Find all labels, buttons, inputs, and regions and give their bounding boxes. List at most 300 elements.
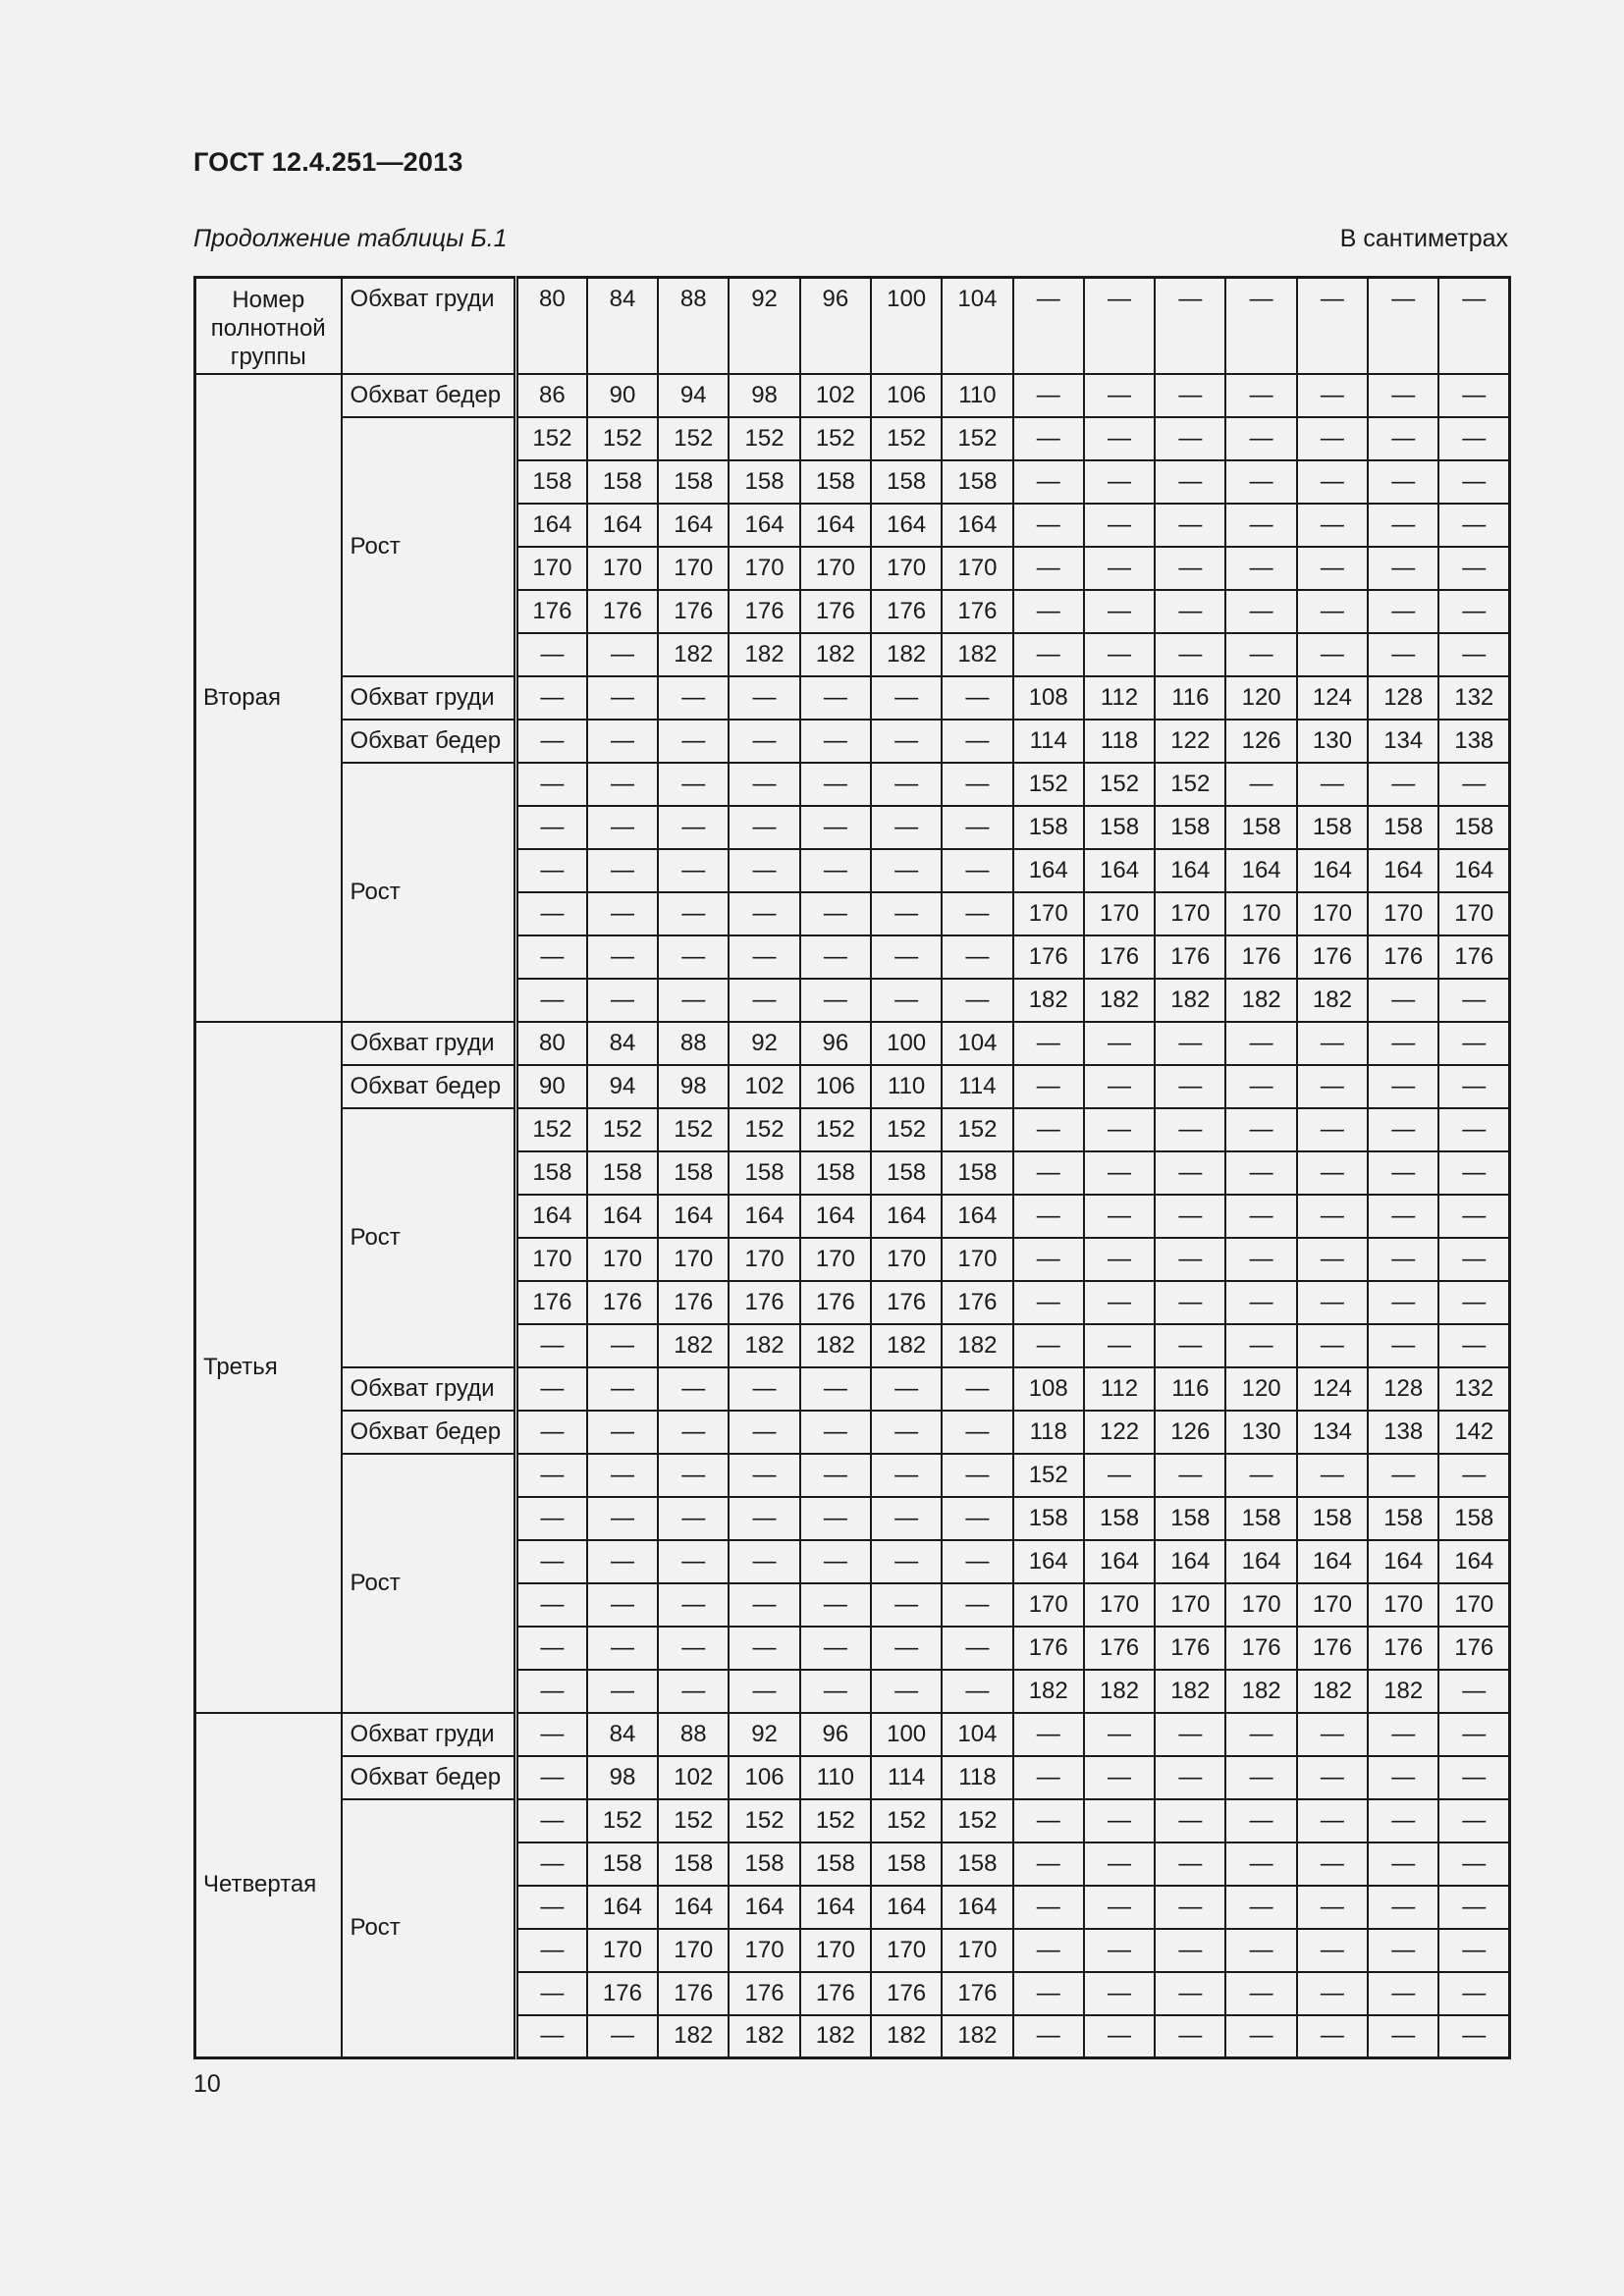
value-cell: — bbox=[942, 935, 1012, 979]
value-cell: 152 bbox=[516, 417, 587, 460]
parameter-cell: Обхват груди bbox=[342, 1022, 516, 1065]
value-cell: 98 bbox=[587, 1756, 658, 1799]
value-cell: — bbox=[729, 676, 799, 720]
value-cell: — bbox=[1438, 1281, 1509, 1324]
table-row bbox=[195, 1713, 1510, 1756]
value-cell: — bbox=[1368, 1886, 1438, 1929]
value-cell: 176 bbox=[1368, 1627, 1438, 1670]
value-cell: 152 bbox=[942, 1799, 1012, 1842]
value-cell: 182 bbox=[1368, 1670, 1438, 1713]
value-cell: 106 bbox=[729, 1756, 799, 1799]
value-cell: 152 bbox=[1013, 763, 1084, 806]
value-cell: — bbox=[1155, 1756, 1225, 1799]
value-cell: — bbox=[1438, 590, 1509, 633]
value-cell: — bbox=[1368, 460, 1438, 504]
value-cell: — bbox=[658, 849, 729, 892]
value-cell: — bbox=[1013, 1799, 1084, 1842]
parameter-cell: Обхват груди bbox=[342, 676, 516, 720]
value-cell: — bbox=[942, 763, 1012, 806]
value-cell: 138 bbox=[1438, 720, 1509, 763]
value-cell: 182 bbox=[1013, 1670, 1084, 1713]
parameter-cell: Обхват бедер bbox=[342, 720, 516, 763]
value-cell: 176 bbox=[516, 1281, 587, 1324]
value-cell: — bbox=[1225, 1281, 1296, 1324]
value-cell: 164 bbox=[1013, 849, 1084, 892]
value-cell: — bbox=[1013, 417, 1084, 460]
value-cell: 182 bbox=[942, 1324, 1012, 1367]
value-cell: — bbox=[1225, 1842, 1296, 1886]
value-cell: — bbox=[1084, 1842, 1155, 1886]
value-cell: — bbox=[800, 1367, 871, 1411]
value-cell: 88 bbox=[658, 1022, 729, 1065]
value-cell: — bbox=[1225, 1151, 1296, 1195]
value-cell: 170 bbox=[1155, 1583, 1225, 1627]
value-cell: — bbox=[1013, 1281, 1084, 1324]
value-cell: — bbox=[516, 2015, 587, 2058]
value-cell: 110 bbox=[942, 374, 1012, 417]
value-cell: 164 bbox=[1368, 849, 1438, 892]
value-cell: 164 bbox=[871, 1886, 942, 1929]
value-cell: 164 bbox=[516, 1195, 587, 1238]
value-cell: 158 bbox=[1084, 806, 1155, 849]
value-cell: 134 bbox=[1368, 720, 1438, 763]
value-cell: 152 bbox=[729, 1799, 799, 1842]
value-cell: 164 bbox=[658, 1195, 729, 1238]
value-cell: — bbox=[1013, 590, 1084, 633]
value-cell: 164 bbox=[729, 504, 799, 547]
value-cell: 176 bbox=[1368, 935, 1438, 979]
value-cell: 164 bbox=[942, 504, 1012, 547]
value-cell: 164 bbox=[800, 1886, 871, 1929]
value-cell: 164 bbox=[729, 1195, 799, 1238]
value-cell: 164 bbox=[587, 1886, 658, 1929]
value-cell: 152 bbox=[658, 1799, 729, 1842]
value-cell: — bbox=[942, 979, 1012, 1022]
value-cell: 176 bbox=[587, 590, 658, 633]
value-cell: 182 bbox=[658, 633, 729, 676]
value-cell: — bbox=[587, 935, 658, 979]
value-cell: 152 bbox=[942, 1108, 1012, 1151]
value-cell: — bbox=[871, 1411, 942, 1454]
value-cell: 182 bbox=[942, 633, 1012, 676]
value-cell: 124 bbox=[1297, 1367, 1368, 1411]
value-cell: — bbox=[1297, 460, 1368, 504]
value-cell: — bbox=[729, 1670, 799, 1713]
param-header-cell: Обхват груди bbox=[342, 278, 516, 374]
value-cell: 170 bbox=[1225, 892, 1296, 935]
value-cell: — bbox=[587, 1324, 658, 1367]
value-cell: — bbox=[1155, 460, 1225, 504]
value-cell: 182 bbox=[871, 1324, 942, 1367]
value-cell: 152 bbox=[729, 417, 799, 460]
value-cell: — bbox=[800, 676, 871, 720]
units-label: В сантиметрах bbox=[1339, 225, 1508, 252]
value-cell: 182 bbox=[729, 1324, 799, 1367]
value-cell: 158 bbox=[729, 1151, 799, 1195]
value-cell: 128 bbox=[1368, 1367, 1438, 1411]
value-cell: 170 bbox=[1225, 1583, 1296, 1627]
value-cell: — bbox=[587, 763, 658, 806]
value-cell: 122 bbox=[1155, 720, 1225, 763]
value-cell: — bbox=[1438, 1670, 1509, 1713]
value-cell: — bbox=[1084, 1065, 1155, 1108]
value-cell: 176 bbox=[587, 1972, 658, 2015]
value-cell: — bbox=[1297, 1151, 1368, 1195]
value-cell: — bbox=[1368, 1195, 1438, 1238]
value-cell: 176 bbox=[658, 1281, 729, 1324]
header-value-cell: — bbox=[1438, 278, 1509, 374]
parameter-cell: Обхват бедер bbox=[342, 1065, 516, 1108]
value-cell: 164 bbox=[1225, 1540, 1296, 1583]
value-cell: — bbox=[1368, 1929, 1438, 1972]
value-cell: 158 bbox=[871, 1151, 942, 1195]
value-cell: — bbox=[729, 979, 799, 1022]
value-cell: — bbox=[1155, 2015, 1225, 2058]
value-cell: — bbox=[871, 1540, 942, 1583]
value-cell: — bbox=[658, 935, 729, 979]
value-cell: — bbox=[729, 1497, 799, 1540]
value-cell: 98 bbox=[658, 1065, 729, 1108]
value-cell: 176 bbox=[871, 1972, 942, 2015]
value-cell: 86 bbox=[516, 374, 587, 417]
value-cell: — bbox=[1438, 1799, 1509, 1842]
value-cell: 170 bbox=[729, 1238, 799, 1281]
value-cell: — bbox=[1084, 547, 1155, 590]
value-cell: — bbox=[1013, 1842, 1084, 1886]
value-cell: — bbox=[587, 1497, 658, 1540]
value-cell: 164 bbox=[587, 1195, 658, 1238]
value-cell: — bbox=[1013, 1929, 1084, 1972]
value-cell: 170 bbox=[1013, 1583, 1084, 1627]
value-cell: 158 bbox=[1155, 806, 1225, 849]
value-cell: 100 bbox=[871, 1713, 942, 1756]
value-cell: 164 bbox=[1155, 849, 1225, 892]
value-cell: — bbox=[1368, 979, 1438, 1022]
value-cell: — bbox=[1368, 504, 1438, 547]
value-cell: — bbox=[1013, 460, 1084, 504]
group-name-cell: Вторая bbox=[195, 374, 342, 1022]
value-cell: — bbox=[516, 1670, 587, 1713]
value-cell: 170 bbox=[658, 547, 729, 590]
value-cell: — bbox=[1438, 1108, 1509, 1151]
value-cell: 108 bbox=[1013, 1367, 1084, 1411]
value-cell: — bbox=[587, 1583, 658, 1627]
value-cell: — bbox=[1368, 1022, 1438, 1065]
value-cell: — bbox=[1368, 1454, 1438, 1497]
value-cell: — bbox=[1084, 633, 1155, 676]
value-cell: 170 bbox=[1084, 892, 1155, 935]
value-cell: — bbox=[1225, 1756, 1296, 1799]
value-cell: — bbox=[1013, 374, 1084, 417]
value-cell: — bbox=[658, 763, 729, 806]
value-cell: — bbox=[800, 935, 871, 979]
value-cell: — bbox=[658, 1367, 729, 1411]
value-cell: — bbox=[1225, 374, 1296, 417]
value-cell: — bbox=[1013, 1022, 1084, 1065]
value-cell: — bbox=[942, 1540, 1012, 1583]
value-cell: — bbox=[1013, 504, 1084, 547]
value-cell: — bbox=[871, 763, 942, 806]
value-cell: 182 bbox=[729, 2015, 799, 2058]
table-row bbox=[195, 1799, 1510, 1842]
value-cell: 158 bbox=[942, 1151, 1012, 1195]
value-cell: 152 bbox=[800, 417, 871, 460]
value-cell: — bbox=[1225, 504, 1296, 547]
table-row bbox=[195, 1367, 1510, 1411]
value-cell: — bbox=[1368, 1151, 1438, 1195]
value-cell: 176 bbox=[1084, 1627, 1155, 1670]
parameter-cell: Рост bbox=[342, 763, 516, 1022]
value-cell: 158 bbox=[729, 1842, 799, 1886]
value-cell: — bbox=[658, 1670, 729, 1713]
value-cell: — bbox=[516, 979, 587, 1022]
value-cell: — bbox=[1438, 417, 1509, 460]
value-cell: — bbox=[871, 979, 942, 1022]
value-cell: — bbox=[729, 849, 799, 892]
value-cell: 116 bbox=[1155, 1367, 1225, 1411]
value-cell: 170 bbox=[1297, 1583, 1368, 1627]
value-cell: — bbox=[729, 1583, 799, 1627]
value-cell: — bbox=[516, 1972, 587, 2015]
value-cell: — bbox=[1297, 1238, 1368, 1281]
value-cell: — bbox=[1438, 1886, 1509, 1929]
value-cell: — bbox=[1225, 2015, 1296, 2058]
value-cell: 182 bbox=[800, 2015, 871, 2058]
header-value-cell: 84 bbox=[587, 278, 658, 374]
value-cell: — bbox=[871, 1454, 942, 1497]
value-cell: — bbox=[942, 849, 1012, 892]
value-cell: 164 bbox=[1438, 849, 1509, 892]
value-cell: — bbox=[1084, 2015, 1155, 2058]
value-cell: — bbox=[516, 1583, 587, 1627]
value-cell: 170 bbox=[587, 547, 658, 590]
value-cell: — bbox=[1438, 1065, 1509, 1108]
value-cell: 152 bbox=[871, 417, 942, 460]
table-continuation-label: Продолжение таблицы Б.1 bbox=[193, 225, 508, 252]
value-cell: 176 bbox=[1225, 935, 1296, 979]
value-cell: 158 bbox=[800, 460, 871, 504]
value-cell: — bbox=[1013, 1972, 1084, 2015]
value-cell: 152 bbox=[1155, 763, 1225, 806]
value-cell: — bbox=[1368, 1972, 1438, 2015]
value-cell: — bbox=[1155, 1799, 1225, 1842]
value-cell: 132 bbox=[1438, 1367, 1509, 1411]
value-cell: 182 bbox=[1297, 979, 1368, 1022]
value-cell: 118 bbox=[942, 1756, 1012, 1799]
value-cell: — bbox=[1297, 1022, 1368, 1065]
value-cell: 164 bbox=[1013, 1540, 1084, 1583]
value-cell: — bbox=[587, 1367, 658, 1411]
value-cell: 118 bbox=[1013, 1411, 1084, 1454]
value-cell: — bbox=[1297, 1454, 1368, 1497]
value-cell: — bbox=[658, 1454, 729, 1497]
value-cell: 158 bbox=[942, 1842, 1012, 1886]
table-row bbox=[195, 417, 1510, 460]
value-cell: — bbox=[1225, 633, 1296, 676]
value-cell: — bbox=[1155, 1108, 1225, 1151]
value-cell: 110 bbox=[800, 1756, 871, 1799]
parameter-cell: Рост bbox=[342, 417, 516, 676]
value-cell: 170 bbox=[800, 1929, 871, 1972]
value-cell: 176 bbox=[800, 1972, 871, 2015]
table-row bbox=[195, 1108, 1510, 1151]
value-cell: — bbox=[1084, 1108, 1155, 1151]
value-cell: 158 bbox=[587, 1842, 658, 1886]
value-cell: — bbox=[800, 892, 871, 935]
value-cell: — bbox=[729, 763, 799, 806]
value-cell: — bbox=[1084, 1929, 1155, 1972]
value-cell: — bbox=[658, 720, 729, 763]
value-cell: — bbox=[1368, 1799, 1438, 1842]
value-cell: — bbox=[942, 1670, 1012, 1713]
value-cell: 182 bbox=[1013, 979, 1084, 1022]
value-cell: — bbox=[1368, 1713, 1438, 1756]
value-cell: — bbox=[1155, 547, 1225, 590]
value-cell: 170 bbox=[587, 1238, 658, 1281]
value-cell: — bbox=[1438, 1972, 1509, 2015]
value-cell: — bbox=[1297, 590, 1368, 633]
value-cell: — bbox=[1155, 504, 1225, 547]
value-cell: — bbox=[658, 979, 729, 1022]
value-cell: 152 bbox=[871, 1108, 942, 1151]
value-cell: — bbox=[1155, 1842, 1225, 1886]
value-cell: — bbox=[942, 1367, 1012, 1411]
value-cell: — bbox=[1297, 633, 1368, 676]
value-cell: — bbox=[1225, 1713, 1296, 1756]
value-cell: — bbox=[871, 1497, 942, 1540]
value-cell: 176 bbox=[1013, 1627, 1084, 1670]
value-cell: 182 bbox=[800, 1324, 871, 1367]
value-cell: 176 bbox=[1438, 935, 1509, 979]
value-cell: — bbox=[942, 806, 1012, 849]
value-cell: 176 bbox=[871, 590, 942, 633]
value-cell: — bbox=[1438, 1713, 1509, 1756]
value-cell: 164 bbox=[1225, 849, 1296, 892]
value-cell: — bbox=[800, 806, 871, 849]
value-cell: — bbox=[1438, 1151, 1509, 1195]
value-cell: 128 bbox=[1368, 676, 1438, 720]
header-value-cell: 100 bbox=[871, 278, 942, 374]
value-cell: — bbox=[1013, 2015, 1084, 2058]
value-cell: 176 bbox=[1084, 935, 1155, 979]
value-cell: 170 bbox=[1155, 892, 1225, 935]
table-row bbox=[195, 1411, 1510, 1454]
value-cell: 170 bbox=[729, 547, 799, 590]
table-row bbox=[195, 763, 1510, 806]
value-cell: — bbox=[1438, 633, 1509, 676]
value-cell: — bbox=[1438, 979, 1509, 1022]
value-cell: — bbox=[1084, 1151, 1155, 1195]
value-cell: — bbox=[1297, 1972, 1368, 2015]
value-cell: — bbox=[587, 1454, 658, 1497]
group-name-cell: Четвертая bbox=[195, 1713, 342, 2058]
value-cell: — bbox=[1155, 1238, 1225, 1281]
value-cell: — bbox=[942, 1497, 1012, 1540]
value-cell: 164 bbox=[942, 1886, 1012, 1929]
value-cell: — bbox=[1155, 1972, 1225, 2015]
value-cell: 158 bbox=[1155, 1497, 1225, 1540]
value-cell: — bbox=[1084, 1022, 1155, 1065]
value-cell: — bbox=[729, 935, 799, 979]
value-cell: — bbox=[516, 1713, 587, 1756]
value-cell: — bbox=[658, 806, 729, 849]
value-cell: 182 bbox=[871, 633, 942, 676]
value-cell: — bbox=[800, 1411, 871, 1454]
value-cell: — bbox=[1155, 1324, 1225, 1367]
value-cell: 164 bbox=[1297, 1540, 1368, 1583]
value-cell: 164 bbox=[1438, 1540, 1509, 1583]
value-cell: — bbox=[1438, 1756, 1509, 1799]
value-cell: — bbox=[1368, 763, 1438, 806]
value-cell: 158 bbox=[942, 460, 1012, 504]
value-cell: 176 bbox=[729, 1281, 799, 1324]
value-cell: — bbox=[1013, 1756, 1084, 1799]
value-cell: — bbox=[587, 1627, 658, 1670]
value-cell: 176 bbox=[1155, 1627, 1225, 1670]
value-cell: 130 bbox=[1297, 720, 1368, 763]
value-cell: — bbox=[1368, 1238, 1438, 1281]
value-cell: 158 bbox=[1438, 1497, 1509, 1540]
value-cell: — bbox=[871, 935, 942, 979]
value-cell: 158 bbox=[729, 460, 799, 504]
value-cell: — bbox=[1155, 417, 1225, 460]
value-cell: — bbox=[1225, 547, 1296, 590]
value-cell: — bbox=[871, 676, 942, 720]
value-cell: — bbox=[1225, 1886, 1296, 1929]
value-cell: — bbox=[658, 1627, 729, 1670]
value-cell: 164 bbox=[587, 504, 658, 547]
value-cell: — bbox=[1013, 633, 1084, 676]
value-cell: 84 bbox=[587, 1022, 658, 1065]
value-cell: — bbox=[516, 1842, 587, 1886]
value-cell: 170 bbox=[516, 1238, 587, 1281]
value-cell: 182 bbox=[729, 633, 799, 676]
value-cell: — bbox=[1013, 1065, 1084, 1108]
value-cell: — bbox=[516, 806, 587, 849]
value-cell: — bbox=[1297, 1929, 1368, 1972]
value-cell: — bbox=[1297, 417, 1368, 460]
value-cell: — bbox=[1084, 1324, 1155, 1367]
value-cell: 164 bbox=[942, 1195, 1012, 1238]
value-cell: 176 bbox=[658, 1972, 729, 2015]
value-cell: 170 bbox=[729, 1929, 799, 1972]
value-cell: — bbox=[1225, 1929, 1296, 1972]
value-cell: — bbox=[1155, 590, 1225, 633]
value-cell: 164 bbox=[1155, 1540, 1225, 1583]
value-cell: — bbox=[1084, 417, 1155, 460]
value-cell: — bbox=[1438, 1324, 1509, 1367]
value-cell: 130 bbox=[1225, 1411, 1296, 1454]
value-cell: — bbox=[1368, 633, 1438, 676]
value-cell: — bbox=[1297, 1065, 1368, 1108]
value-cell: — bbox=[729, 892, 799, 935]
value-cell: — bbox=[516, 676, 587, 720]
value-cell: 158 bbox=[1225, 1497, 1296, 1540]
value-cell: 170 bbox=[800, 547, 871, 590]
value-cell: 88 bbox=[658, 1713, 729, 1756]
value-cell: — bbox=[1297, 1756, 1368, 1799]
value-cell: 170 bbox=[1438, 892, 1509, 935]
value-cell: — bbox=[1084, 1238, 1155, 1281]
value-cell: 164 bbox=[800, 1195, 871, 1238]
table-header-row bbox=[195, 278, 1510, 374]
value-cell: — bbox=[1155, 633, 1225, 676]
value-cell: 176 bbox=[1297, 935, 1368, 979]
header-value-cell: — bbox=[1297, 278, 1368, 374]
value-cell: 158 bbox=[658, 1842, 729, 1886]
value-cell: — bbox=[871, 1627, 942, 1670]
value-cell: 170 bbox=[942, 547, 1012, 590]
